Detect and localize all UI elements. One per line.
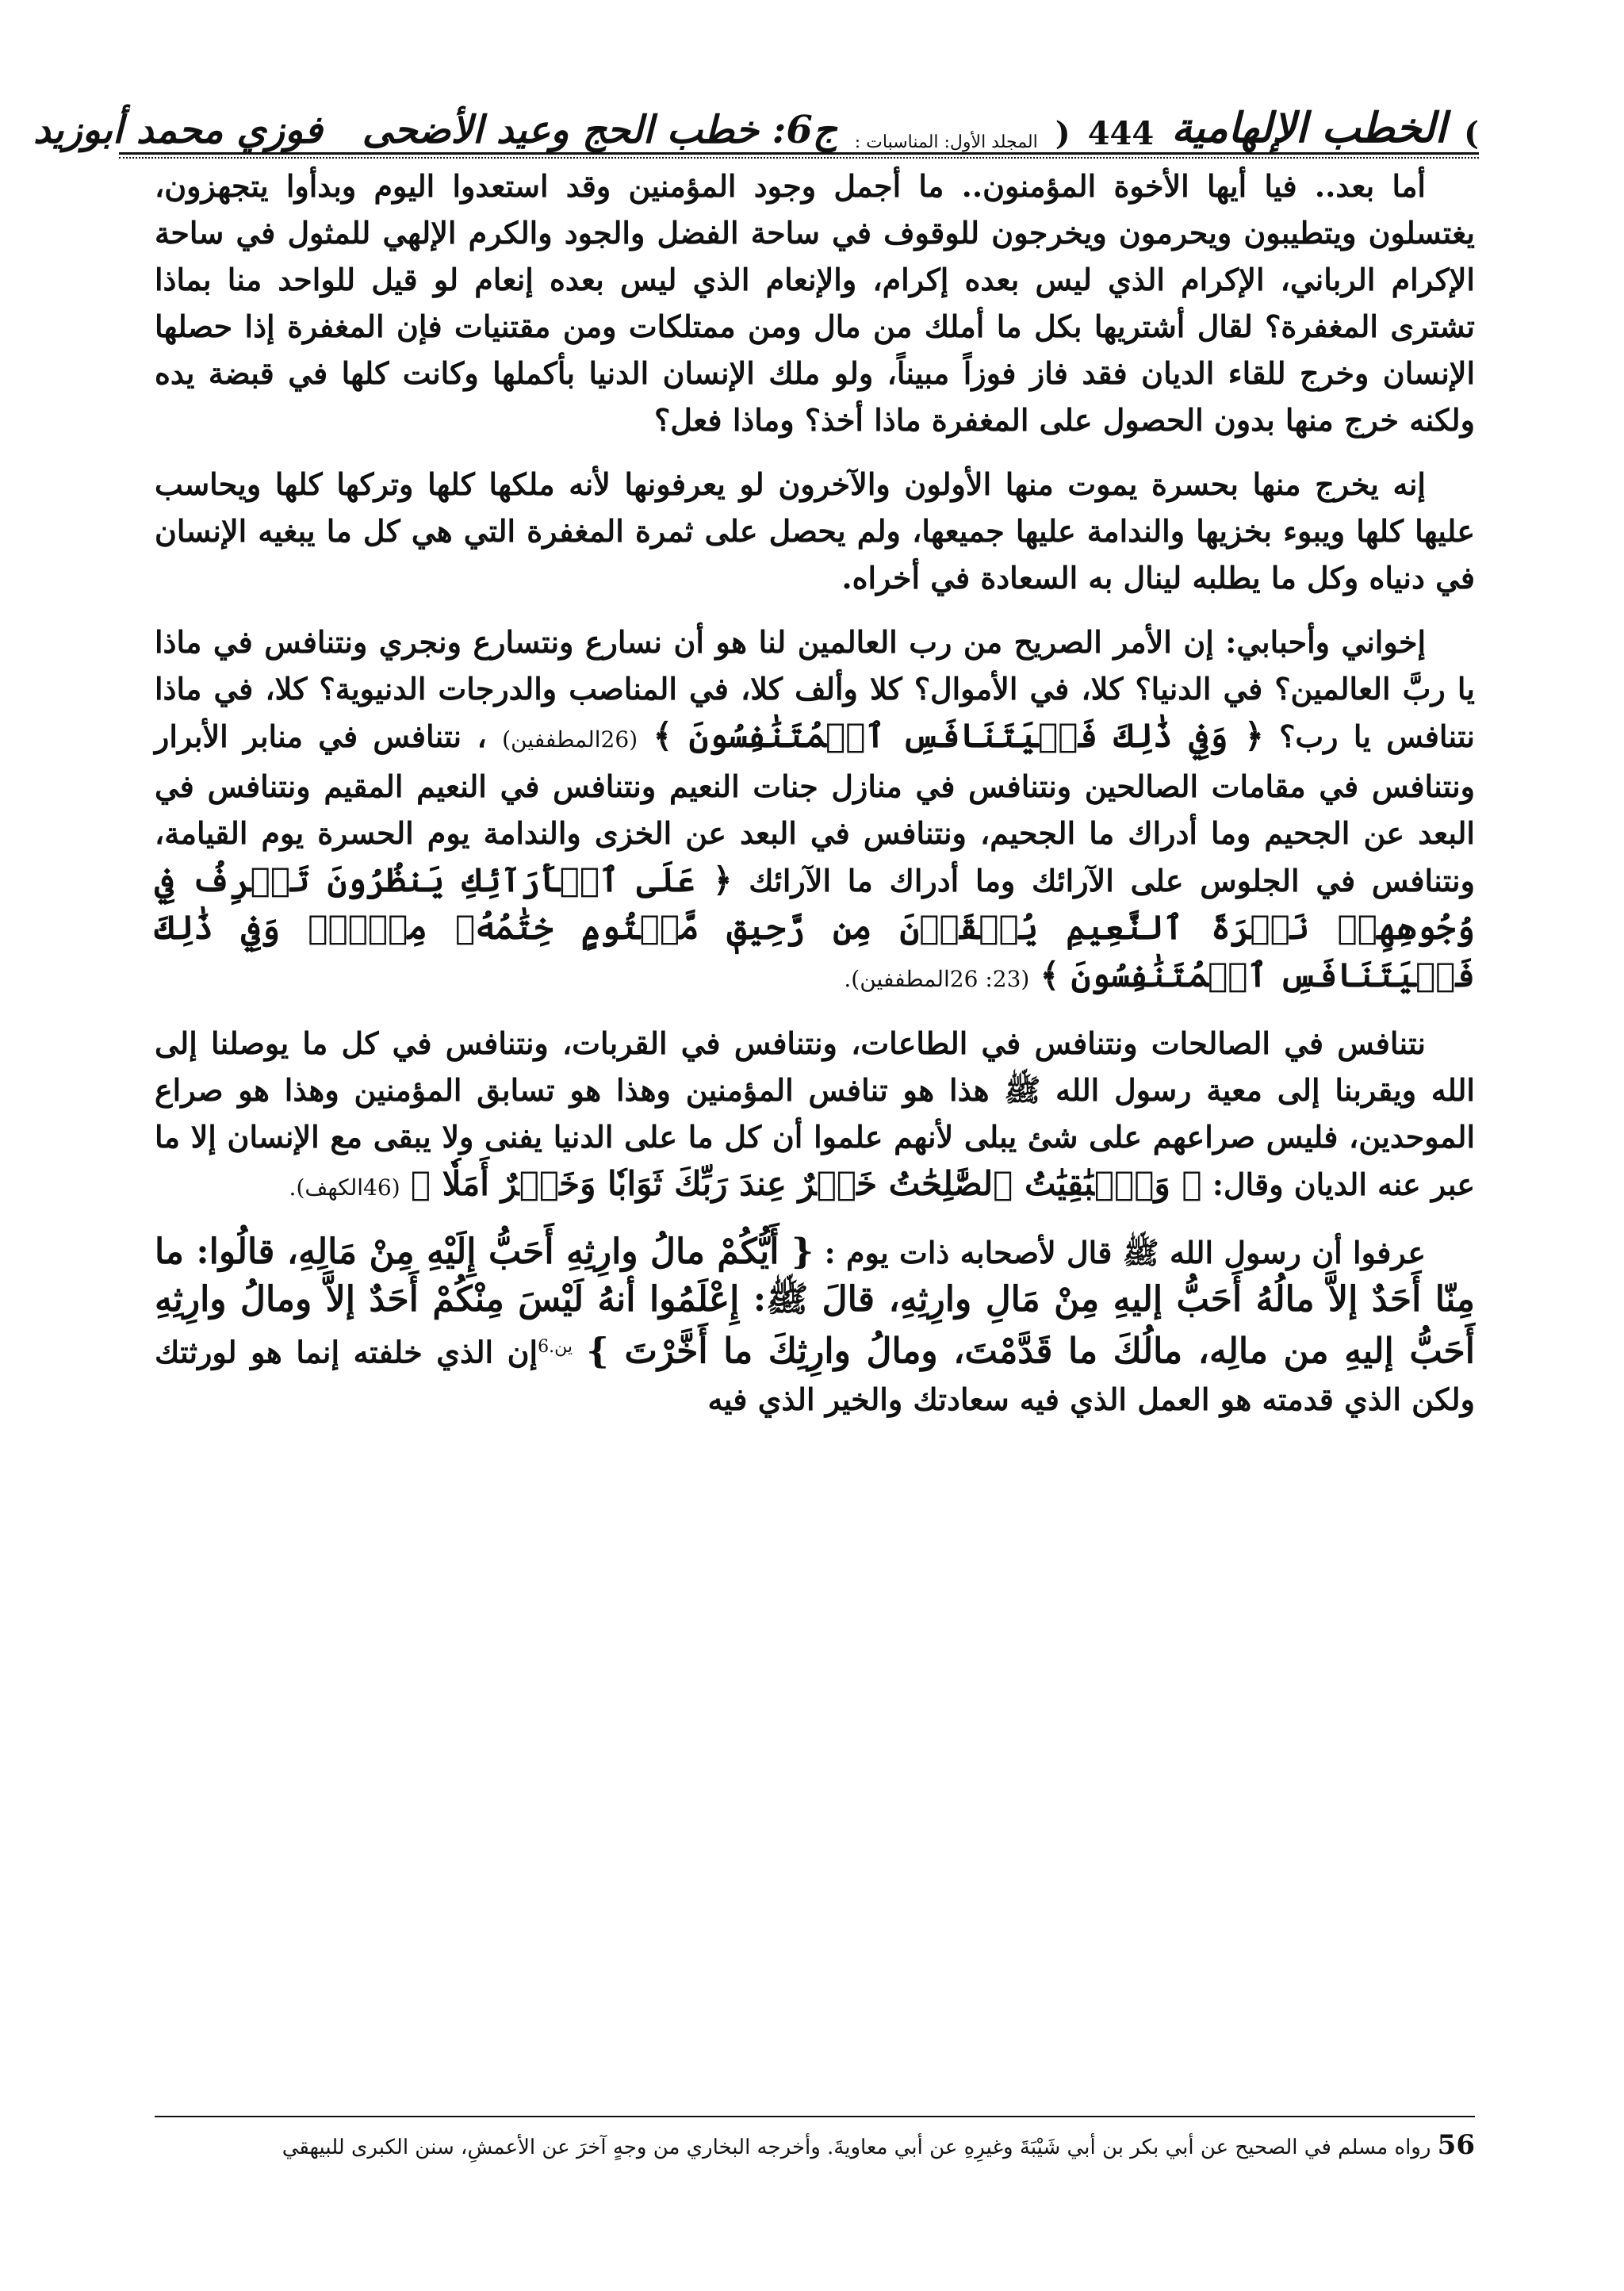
footnote-number: 56 [1437,2129,1475,2161]
paragraph-5-text-b: إن الذي خلفته إنما هو لورثتك ولكن الذي قدمته هو العمل الذي فيه سعادتك والخير الذي فيه [155,1334,1475,1417]
quran-verse-2: ﴿ عَلَى ٱلۡأَرَآئِكِ يَنظُرُونَ تَعۡرِفُ فِي وُجُوهِهِمۡ نَضۡرَةَ ٱلنَّعِيمِ يُسۡقَوۡنَ مِن رَّحِيقٖ مَّخۡتُومٍ خِتَٰمُهُۥ مِسۡكٞۚ وَفِي ذَٰلِكَ فَلۡيَتَنَافَسِ ٱلۡمُتَنَٰفِسُونَ ﴾ [155,860,1475,994]
quran-verse-1: ﴿ وَفِي ذَٰلِكَ فَلۡيَتَنَافَسِ ٱلۡمُتَنَٰفِسُونَ ﴾ [653,716,1264,755]
footnote-marker: ين.6 [538,1337,573,1357]
verse-reference-1: (26المطففين) [502,726,638,753]
paragraph-4 [155,1020,1475,1211]
header-rule [119,152,1479,155]
header-author: فوزي محمد أبوزيد [33,108,323,152]
paragraph-1: أما بعد.. فيا أيها الأخوة المؤمنون.. ما أجمل وجود المؤمنين وقد استعدوا اليوم وبدأوا يتجهزون، يغتسلون ويتطيبون ويحرمون ويخرجون للوقوف في ساحة الفضل والجود والكرم الإلهي للمثول في ساحة الإكرام الرباني، الإكرام الذي ليس بعده إكرام، والإنعام الذي ليس بعده إنعام لو قيل للواحد منا بماذا تشترى المغفرة؟ لقال أشتريها بكل ما أملك من مال ومن ممتلكات ومن مقتنيات فإن المغفرة إذا حصلها الإنسان وخرج للقاء الديان فقد فاز فوزاً مبيناً، ولو ملك الإنسان الدنيا بأكملها وكانت كلها في قبضة يده ولكنه خرج منها بدون الحصول على المغفرة ماذا أخذ؟ وماذا فعل؟ [155,168,1475,438]
paragraph-5-text-a: عرفوا أن رسول الله ﷺ قال لأصحابه ذات يوم : [824,1235,1427,1270]
paragraph-5 [155,1228,1475,1423]
paragraph-3-text-a: إخواني وأحبابي: إن الأمر الصريح من رب العالمين لنا هو أن نسارع ونتسارع ونجري ونتنافس في ماذا يا ربَّ العالمين؟ في الدنيا؟ كلا، في الأموال؟ كلا وألف كلا، في المناصب والدرجات الدنيوية؟ كلا، في ماذا نتنافس يا رب؟ [155,624,1475,754]
header-dotted-rule [119,157,1479,159]
paragraph-3 [155,619,1475,1002]
header-page-number: 444 [1087,115,1155,152]
verse-reference-2: (23: 26المطففين). [844,966,1030,992]
footnote-text: رواه مسلم في الصحيح عن أبي بكر بن أبي شَيْبَةَ وغيرِهِ عن أبي معاويةَ. وأخرجه البخاري من وجهٍ آخرَ عن الأعمشِ، سنن الكبرى للبيهقي [282,2136,1431,2159]
verse-reference-3: (46الكهف). [289,1174,400,1201]
page-header [33,89,1479,152]
paragraph-2: إنه يخرج منها بحسرة يموت منها الأولون والآخرون لو يعرفونها لأنه ملكها كلها وتركها كلها ويحاسب عليها كلها ويبوء بخزيها والندامة عليها جميعها، ولم يحصل على ثمرة المغفرة التي هي كل ما يبغيه الإنسان في دنياه وكل ما يطلبه لينال به السعادة في أخراه. [155,466,1475,596]
footnote [155,2129,1475,2163]
paragraph-4-text: نتنافس في الصالحات ونتنافس في الطاعات، ونتنافس في القربات، ونتنافس في كل ما يوصلنا إلى الله ويقربنا إلى معية رسول الله ﷺ هذا هو تنافس المؤمنين وهذا هو تسابق المؤمنين وهذا هو صراع الموحدين، فليس صراعهم على شئ يبلى لأنهم علموا أن كل ما على الدنيا يفنى ولا يبقى مع الإنسان إلا ما عبر عنه الديان وقال: [155,1025,1475,1202]
quran-verse-3: ﴿ وَٱلۡبَٰقِيَٰتُ ٱلصَّٰلِحَٰتُ خَيۡرٌ عِندَ رَبِّكَ ثَوَابٗا وَخَيۡرٌ أَمَلٗا ﴾ [410,1164,1202,1203]
header-volume: المجلد الأول: المناسبات : [854,132,1038,152]
paragraph-3-text-b: ، نتنافس في منابر الأبرار ونتنافس في مقامات الصالحين ونتنافس في منازل جنات النعيم ونتنافس في النعيم المقيم ونتنافس في البعد عن الجحيم وما أدراك ما الجحيم، ونتنافس في البعد عن الخزى والندامة يوم الحسرة يوم القيامة، ونتنافس في الجلوس على الآرائك وما أدراك ما الآرائك [155,718,1475,898]
footnote-rule [155,2116,1475,2117]
header-paren-open: ( [1055,115,1071,152]
hadith-text: { أَيُّكُمْ مالُ وارِثِهِ أَحَبُّ إِلَيْهِ مِنْ مَالِهِ، قالُوا: ما مِنّا أَحَدٌ إلاَّ مالُهُ أَحَبُّ إليهِ مِنْ مَالِ وارِثِهِ، قالَ ﷺ: إِعْلَمُوا أنهُ لَيْسَ مِنْكُمْ أَحَدٌ إلاَّ ومالُ وارِثِهِ أَحَبُّ إليهِ من مالِه، مالُكَ ما قَدَّمْتَ، ومالُ وارِثِكَ ما أَخَّرْتَ } [155,1232,1475,1372]
header-part-title: ج6: خطب الحج وعيد الأضحى [362,108,837,152]
header-paren-close: ) [1464,115,1479,152]
body-text [155,163,1475,1440]
header-book-title: الخطب الإلهامية [1171,104,1447,152]
